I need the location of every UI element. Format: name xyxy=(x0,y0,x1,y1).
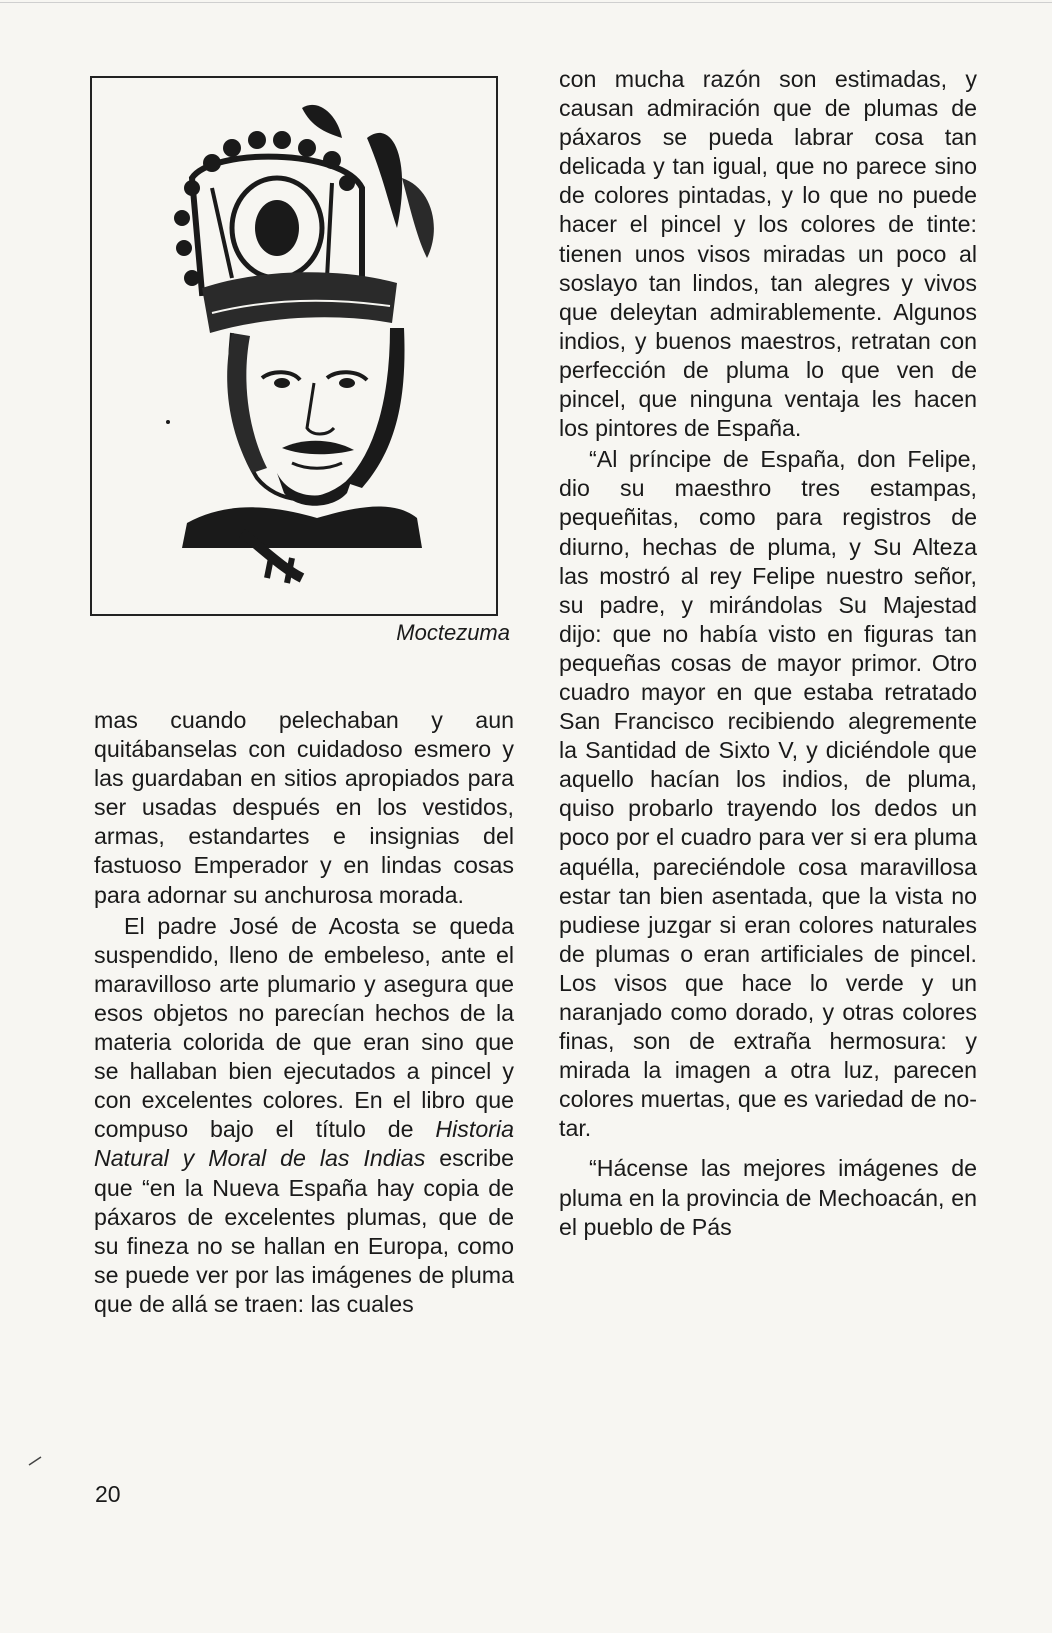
left-text-column xyxy=(94,706,514,1319)
paragraph: “Al príncipe de España, don Felipe, dio su maesthro tres estampas, pequeñitas, como para registros de diurno, hechas de pluma, y Su Alteza las mostró al rey Felipe nuestro señor, su padre, y mirándolas Su Majestad dijo: que no había visto en figuras tan pequeñas cosas de mayor primor. Otro cuadro mayor en que estaba retratado San Francisco recibiendo alegremente la Santidad de Sixto V, y diciéndole que aquello hacían los indios, de pluma, quiso probarlo trayendo los dedos un poco por el cuadro para ver si era pluma aquélla, pareciéndole cosa maravillosa estar tan bien asentada, que la vista no pudiese juzgar si eran colores naturales de plumas o eran artificiales de pincel. Los visos que hace lo verde y un naranjado como dorado, y otras colores finas, son de extraña hermosura: y mirada la imagen a otra luz, parecen colores muertas, que es variedad de notar. xyxy=(559,446,978,1142)
top-edge-line xyxy=(0,2,1052,3)
right-text-column xyxy=(559,65,977,1242)
moctezuma-portrait-image xyxy=(92,78,496,614)
paragraph: El padre José de Acosta se queda suspendido, lleno de embeleso, ante el maravilloso arte plumario y asegura que esos objetos no parecían hechos de la materia colorida de que eran sino que se hallaban bien ejecutados a pincel y con excelentes colores. En el libro que compuso bajo el título de Historia Natural y Moral de las Indias escribe que “en la Nueva España hay copia de páxaros de excelentes plumas, que de su fineza no se hallan en Europa, como se puede ver por las imágenes de pluma que de allá se traen: las cuales xyxy=(94,912,515,1317)
book-title: Historia Natural y Moral de las Indias xyxy=(94,1116,514,1172)
margin-tick-mark xyxy=(28,1456,42,1466)
figure-caption: Moctezuma xyxy=(396,620,510,645)
paragraph: mas cuando pelechaban y aun quitábanselas con cuidadoso esmero y las guardaban en sitios apropiados para ser usadas después en los vestidos, armas, estandartes e insignias del fastuoso Emperador y en lindas cosas para adornar su anchurosa morada. xyxy=(94,707,515,908)
page-number: 20 xyxy=(95,1481,121,1507)
paragraph: “Hácense las mejores imágenes de pluma en la provincia de Mechoacán, en el pueblo de Pás xyxy=(559,1155,977,1240)
paragraph: con mucha razón son estimadas, y causan admiración que de plumas de páxaros se pueda labrar cosa tan delicada y tan igual, que no parece sino de colores pintadas, y lo que no puede hacer el pincel y los colores de tinte: tienen unos visos miradas un poco al soslayo tan lindos, tan alegres y vivos que deleytan admirablemente. Algunos indios, y buenos maestros, retratan con perfección de pluma lo que ven de pincel, que ninguna ventaja les hacen los pintores de España. xyxy=(559,66,977,442)
portrait-figure xyxy=(90,76,498,616)
